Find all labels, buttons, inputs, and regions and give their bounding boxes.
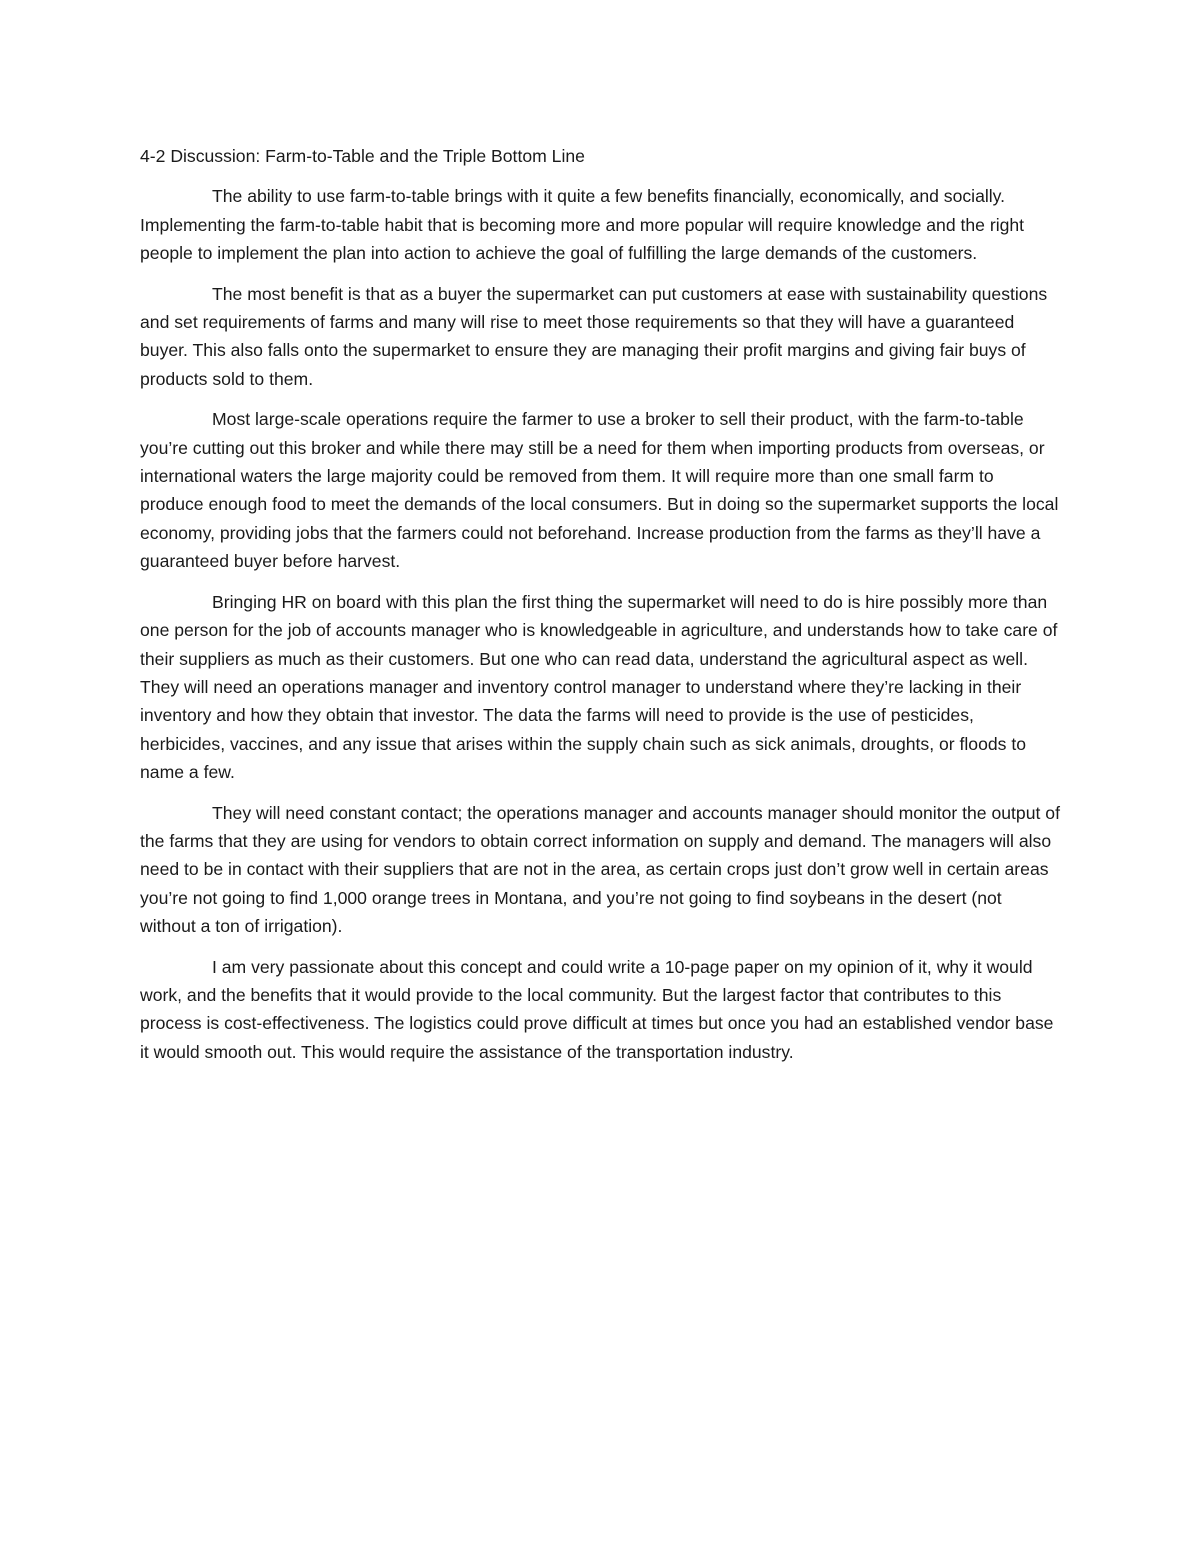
paragraph-intro: The ability to use farm-to-table brings with it quite a few benefits financially, economically, and socially. Implementing the farm-to-table habit that is becoming more and more popular will require knowledge and the right people to implement the plan into action to achieve the goal of fulfilling the large demands of the customers. <box>140 186 1025 264</box>
document-body <box>140 142 1060 1078</box>
document-title: 4-2 Discussion: Farm-to-Table and the Triple Bottom Line <box>140 146 585 166</box>
paragraph-buyer-benefit: The most benefit is that as a buyer the supermarket can put customers at ease with sustainability questions and set requirements of farms and many will rise to meet those requirements so that they will have a guaranteed buyer. This also falls onto the supermarket to ensure they are managing their profit margins and giving fair buys of products sold to them. <box>140 283 1048 389</box>
paragraph-conclusion: I am very passionate about this concept and could write a 10-page paper on my opinion of it, why it would work, and the benefits that it would provide to the local community. But the largest factor that contributes to this process is cost-effectiveness. The logistics could prove difficult at times but once you had an established vendor base it would smooth out. This would require the assistance of the transportation industry. <box>140 956 1054 1062</box>
paragraph-broker: Most large-scale operations require the farmer to use a broker to sell their product, with the farm-to-table you’re cutting out this broker and while there may still be a need for them when importing products from overseas, or international waters the large majority could be removed from them. It will require more than one small farm to produce enough food to meet the demands of the local consumers. But in doing so the supermarket supports the local economy, providing jobs that the farmers could not beforehand. Increase production from the farms as they’ll have a guaranteed buyer before harvest. <box>140 409 1059 572</box>
paragraph-hr: Bringing HR on board with this plan the first thing the supermarket will need to do is hire possibly more than one person for the job of accounts manager who is knowledgeable in agriculture, and understands how to take care of their suppliers as much as their customers. But one who can read data, understand the agricultural aspect as well. They will need an operations manager and inventory control manager to understand where they’re lacking in their inventory and how they obtain that investor. The data the farms will need to provide is the use of pesticides, herbicides, vaccines, and any issue that arises within the supply chain such as sick animals, droughts, or floods to name a few. <box>140 591 1058 783</box>
paragraph-contact: They will need constant contact; the operations manager and accounts manager should monitor the output of the farms that they are using for vendors to obtain correct information on supply and demand. The managers will also need to be in contact with their suppliers that are not in the area, as certain crops just don’t grow well in certain areas you’re not going to find 1,000 orange trees in Montana, and you’re not going to find soybeans in the desert (not without a ton of irrigation). <box>140 802 1060 937</box>
